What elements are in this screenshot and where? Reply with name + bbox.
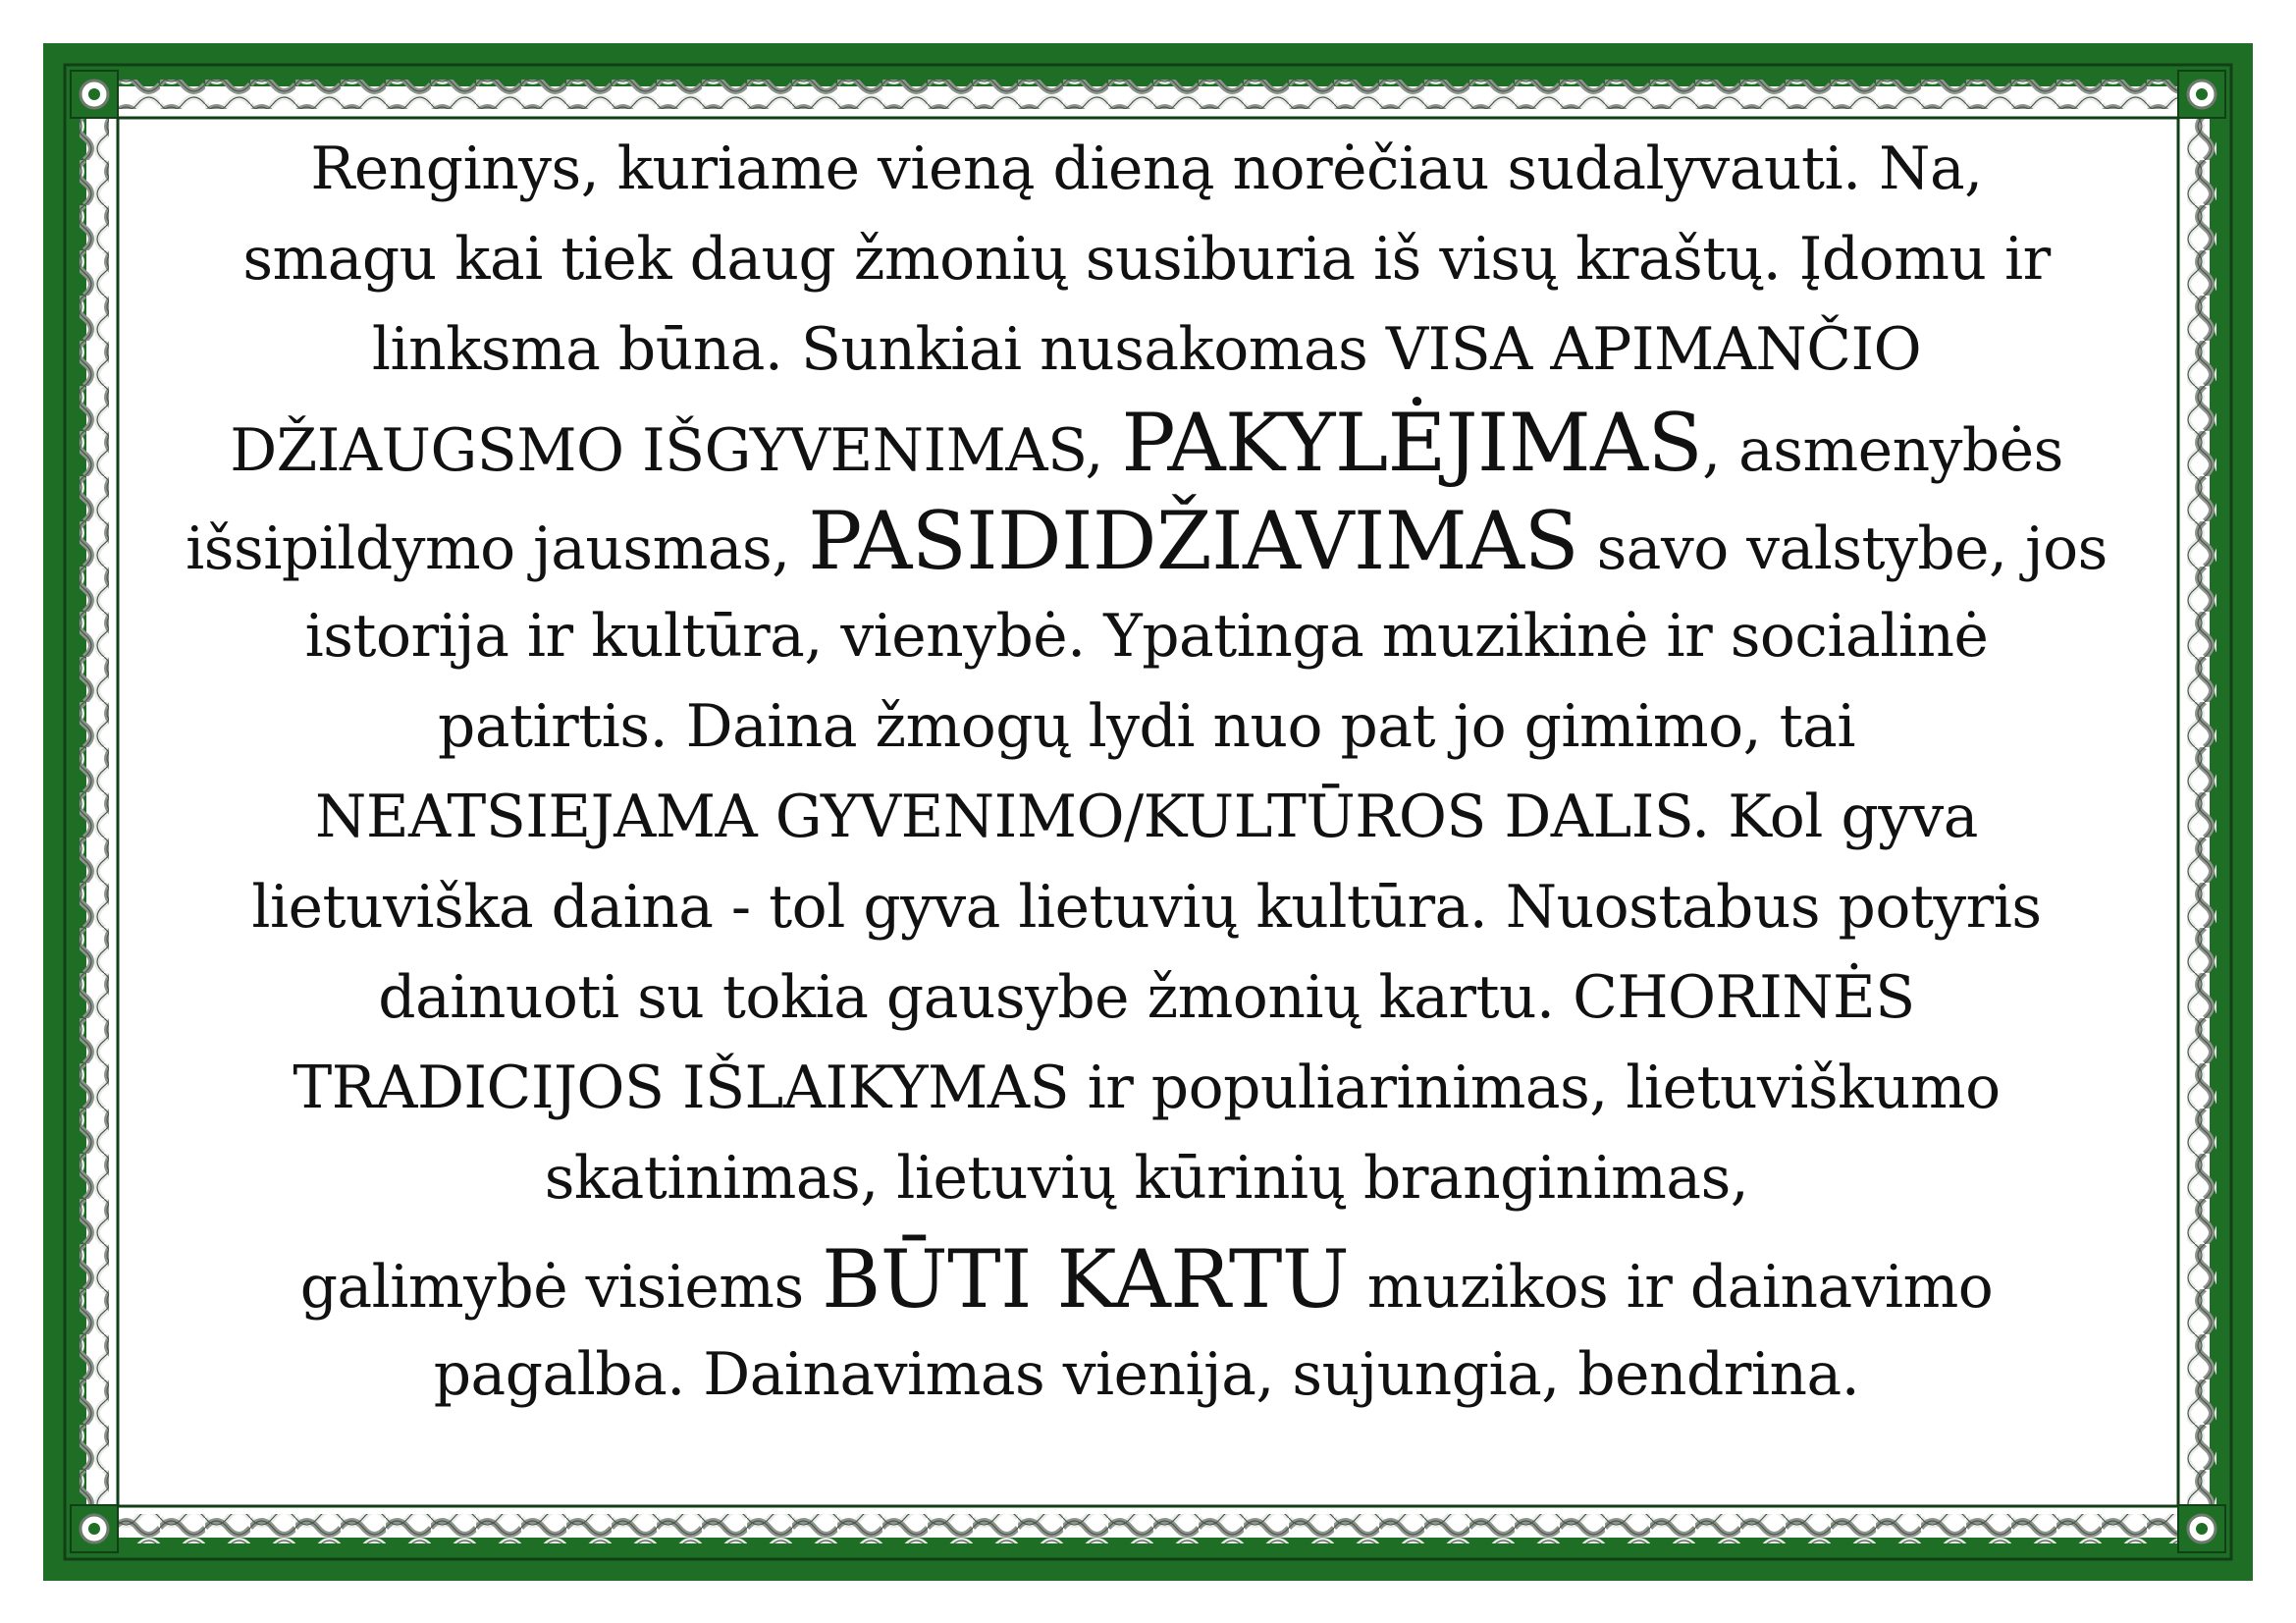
rope-border-left xyxy=(80,115,109,1508)
text-run: pagalba. Dainavimas vienija, sujungia, bendrina. xyxy=(433,1340,1860,1409)
text-line xyxy=(124,304,2169,395)
text-line xyxy=(124,493,2169,591)
text-line xyxy=(124,591,2169,681)
text-line xyxy=(124,862,2169,952)
text-run: savo valstybe, jos xyxy=(1578,514,2108,583)
corner-ring-icon xyxy=(2178,1505,2225,1552)
rope-border-right xyxy=(2187,115,2216,1508)
text-line xyxy=(124,772,2169,862)
text-run: skatinimas, lietuvių kūrinių branginimas, xyxy=(544,1144,1749,1213)
text-run: NEATSIEJAMA GYVENIMO/KULTŪROS DALIS. Kol gyva xyxy=(315,783,1978,851)
emphasis-text: PASIDIDŽIAVIMAS xyxy=(808,495,1579,588)
text-run: DŽIAUGSMO IŠGYVENIMAS, xyxy=(230,416,1122,485)
text-line xyxy=(124,1043,2169,1133)
text-run: istorija ir kultūra, vienybė. Ypatinga muzikinė ir socialinė xyxy=(304,602,1989,671)
text-run: smagu kai tiek daug žmonių susiburia iš visų kraštų. Įdomu ir xyxy=(242,225,2051,294)
corner-ring-icon xyxy=(2178,71,2225,118)
corner-ring-icon xyxy=(71,1505,118,1552)
text-line xyxy=(124,214,2169,304)
text-line xyxy=(124,1231,2169,1329)
text-line xyxy=(124,124,2169,214)
text-line xyxy=(124,395,2169,493)
text-run: dainuoti su tokia gausybe žmonių kartu. CHORINĖS xyxy=(378,963,1915,1032)
body-text xyxy=(124,124,2169,1488)
rope-border-bottom xyxy=(115,1514,2181,1543)
text-run: muzikos ir dainavimo xyxy=(1349,1253,1994,1322)
text-run: Renginys, kuriame vieną dieną norėčiau sudalyvauti. Na, xyxy=(310,135,1983,203)
text-run: TRADICIJOS IŠLAIKYMAS ir populiarinimas, lietuviškumo xyxy=(293,1054,2001,1122)
text-line xyxy=(124,1329,2169,1420)
text-line xyxy=(124,952,2169,1043)
rope-border-top xyxy=(115,80,2181,109)
text-line xyxy=(124,1133,2169,1223)
text-run: lietuviška daina - tol gyva lietuvių kultūra. Nuostabus potyris xyxy=(251,873,2042,942)
text-run: linksma būna. Sunkiai nusakomas VISA APIMANČIO xyxy=(371,315,1922,384)
corner-ring-icon xyxy=(71,71,118,118)
emphasis-text: BŪTI KARTU xyxy=(822,1233,1350,1326)
text-run: , asmenybės xyxy=(1702,416,2063,485)
text-run: patirtis. Daina žmogų lydi nuo pat jo gimimo, tai xyxy=(438,692,1855,761)
text-line xyxy=(124,681,2169,772)
emphasis-text: PAKYLĖJIMAS xyxy=(1121,397,1703,490)
text-run: išsipildymo jausmas, xyxy=(186,514,809,583)
text-run: galimybė visiems xyxy=(299,1253,823,1322)
